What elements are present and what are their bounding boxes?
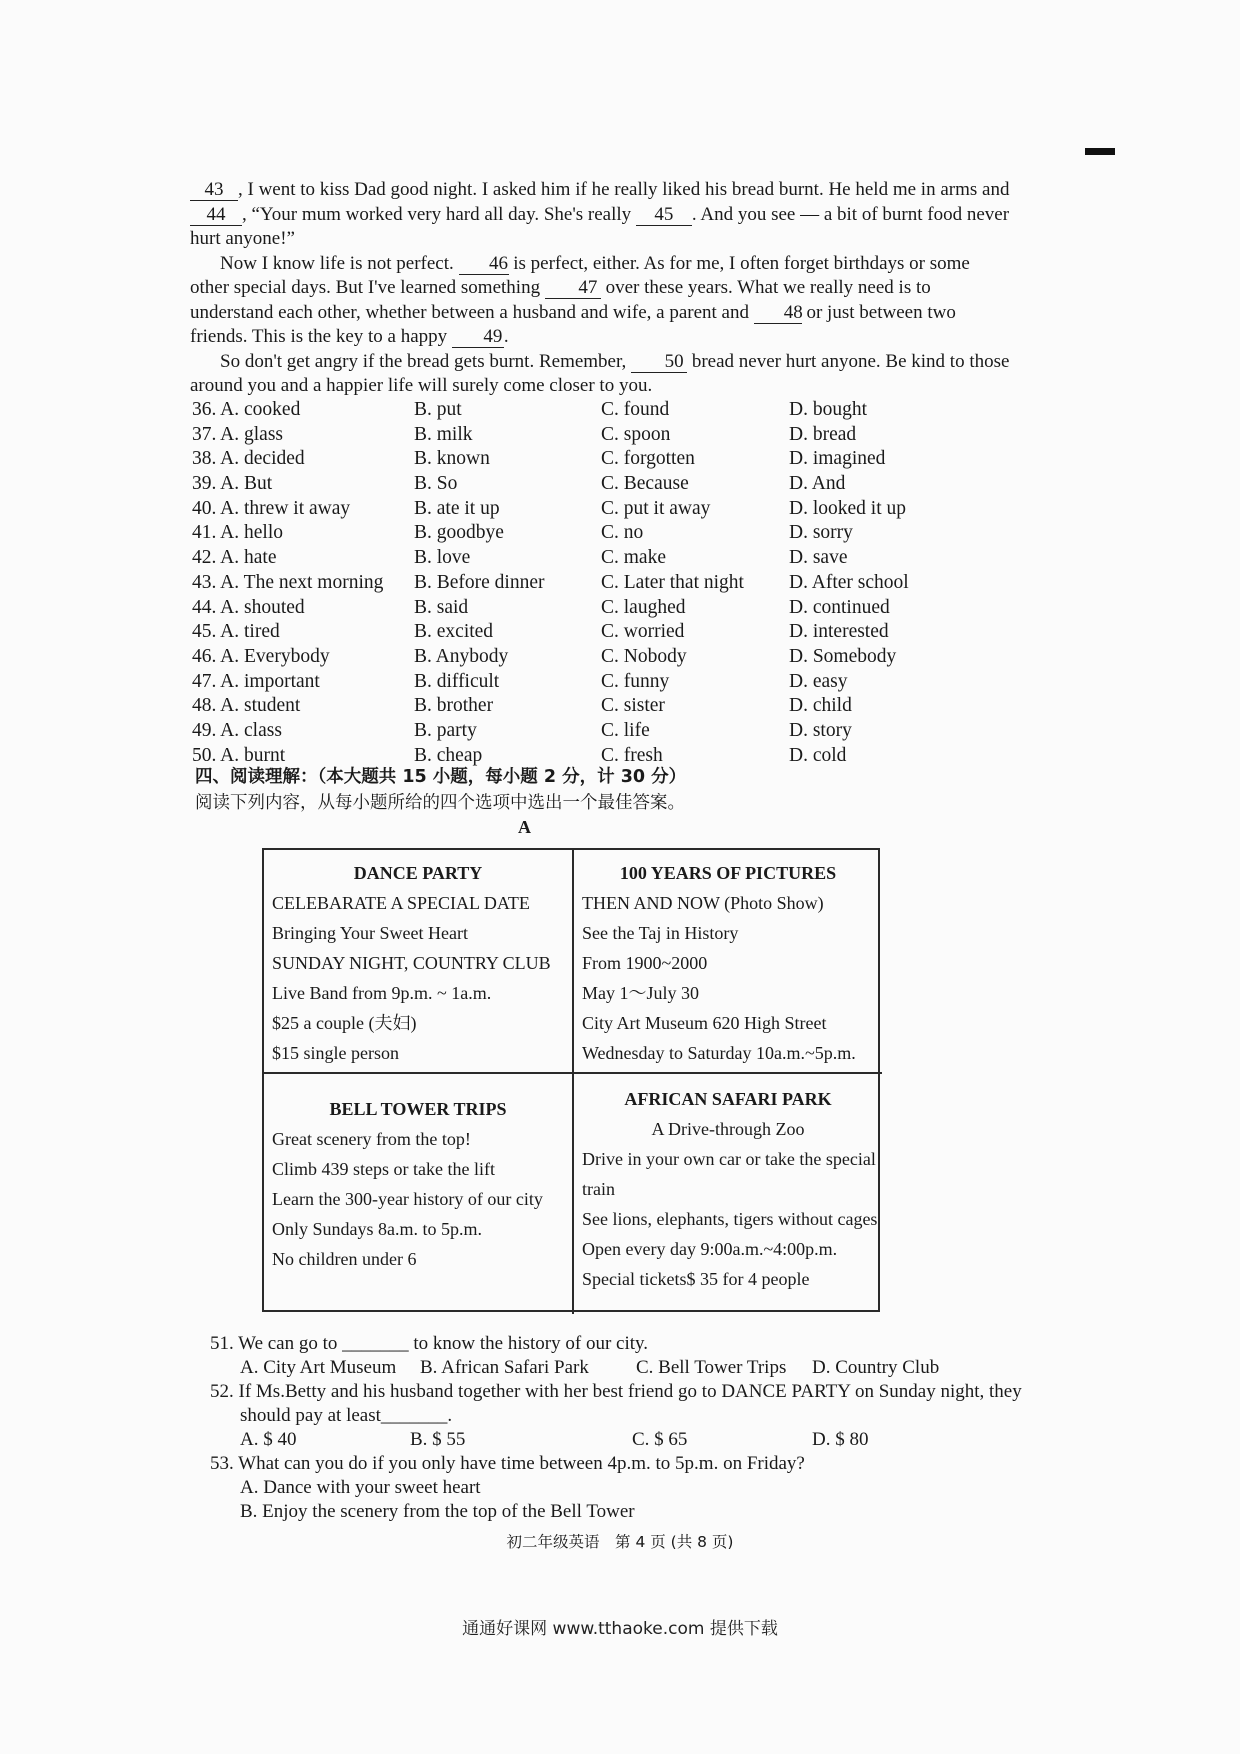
option-a: 36. A. cooked	[192, 399, 301, 420]
option-b: B. ate it up	[414, 497, 500, 519]
option-b: B. So	[414, 473, 458, 495]
reading-section-header	[195, 764, 686, 816]
question-52-continued: should pay at least_______.	[240, 1405, 453, 1426]
option-b: B. love	[414, 547, 471, 569]
blank-48: 48	[754, 302, 802, 324]
option-d: D. child	[789, 695, 852, 717]
blank-47: 47	[545, 277, 601, 299]
ad-line: Special tickets$ 35 for 4 people	[582, 1269, 810, 1289]
option-b: B. difficult	[414, 670, 500, 692]
option-c: C. found	[601, 399, 670, 420]
option-a: A. $ 40	[240, 1429, 297, 1450]
option-d: D. continued	[789, 596, 890, 618]
option-d: D. Country Club	[812, 1357, 940, 1378]
option-row	[192, 596, 952, 621]
page-footer: 初二年级英语 第 4 页 (共 8 页)	[506, 1533, 734, 1551]
option-row	[192, 719, 952, 744]
ad-title: 100 YEARS OF PICTURES	[619, 863, 837, 883]
option-d: D. looked it up	[789, 497, 906, 519]
option-d: D. cold	[789, 744, 847, 766]
option-c: C. forgotten	[601, 448, 695, 470]
reading-questions	[210, 1332, 1022, 1524]
ad-line: No children under 6	[272, 1249, 417, 1269]
page-edge-mark	[1085, 148, 1115, 155]
ad-title: DANCE PARTY	[353, 863, 483, 883]
ad-line: Learn the 300-year history of our city	[272, 1189, 543, 1209]
ad-line: THEN AND NOW (Photo Show)	[582, 893, 824, 913]
option-d: D. After school	[789, 571, 909, 593]
ad-line: May 1～July 30	[582, 983, 699, 1003]
option-a: 38. A. decided	[192, 448, 305, 470]
option-b: B. party	[414, 719, 477, 741]
option-row	[192, 620, 952, 645]
option-c: C. put it away	[601, 497, 711, 519]
option-c: C. laughed	[601, 596, 686, 618]
option-a: 43. A. The next morning	[192, 571, 384, 593]
option-b: B. put	[414, 399, 462, 420]
passage-paragraph-3: So don't get angry if the bread gets burnt. Remember, 50 bread never hurt anyone. Be kind to those around you and a happier life will surely come closer to you.	[190, 350, 1010, 396]
ad-line: Live Band from 9p.m. ~ 1a.m.	[272, 983, 492, 1003]
ad-line: Open every day 9:00a.m.~4:00p.m.	[582, 1239, 838, 1259]
option-b: B. $ 55	[410, 1429, 466, 1450]
option-c: C. funny	[601, 670, 670, 692]
option-a: A. Dance with your sweet heart	[240, 1477, 481, 1498]
option-a: 44. A. shouted	[192, 596, 305, 618]
option-a: 39. A. But	[192, 473, 273, 495]
option-b: B. milk	[414, 423, 473, 445]
section-title: 四、阅读理解：（本大题共 15 小题，每小题 2 分，计 30 分）	[195, 767, 687, 787]
option-a: 48. A. student	[192, 695, 301, 717]
passage-letter: A	[518, 817, 531, 837]
option-c: C. spoon	[601, 423, 671, 445]
option-c: C. worried	[601, 621, 685, 643]
option-row	[192, 645, 952, 670]
option-a: 42. A. hate	[192, 547, 277, 569]
option-b: B. known	[414, 448, 490, 470]
option-d: D. sorry	[789, 522, 853, 544]
ad-dance-party	[264, 850, 574, 1074]
ad-line: From 1900~2000	[582, 953, 708, 973]
option-d: D. interested	[789, 621, 889, 643]
ad-pictures	[574, 850, 882, 1074]
ad-line: Bringing Your Sweet Heart	[272, 923, 468, 943]
option-d: D. imagined	[789, 448, 886, 470]
blank-43: 43	[190, 179, 238, 201]
option-c: C. $ 65	[632, 1429, 688, 1450]
question-52: 52. If Ms.Betty and his husband together with her best friend go to DANCE PARTY on Sunday night, they	[210, 1381, 1022, 1402]
option-c: C. no	[601, 522, 644, 544]
blank-49: 49	[452, 326, 504, 348]
option-d: D. save	[789, 547, 848, 569]
option-row	[192, 571, 952, 596]
option-d: D. bought	[789, 399, 867, 420]
ad-line: $25 a couple (夫妇)	[272, 1013, 417, 1033]
source-watermark: 通通好课网 www.tthaoke.com 提供下载	[462, 1619, 778, 1639]
option-c: C. make	[601, 547, 666, 569]
ad-title: BELL TOWER TRIPS	[329, 1099, 507, 1119]
blank-45: 45	[636, 204, 692, 226]
ad-line: Wednesday to Saturday 10a.m.~5p.m.	[582, 1043, 856, 1063]
ad-line: City Art Museum 620 High Street	[582, 1013, 827, 1033]
option-a: 46. A. Everybody	[192, 645, 330, 667]
option-d: D. Somebody	[789, 645, 897, 667]
option-d: D. bread	[789, 423, 857, 445]
ad-line: train	[582, 1179, 615, 1199]
option-d: D. easy	[789, 670, 848, 692]
blank-50: 50	[631, 351, 687, 373]
option-b: B. brother	[414, 695, 494, 717]
option-row	[192, 398, 952, 423]
ad-line: See lions, elephants, tigers without cages	[582, 1209, 878, 1229]
ad-bell-tower	[264, 1074, 574, 1314]
option-row	[192, 694, 952, 719]
option-c: C. Because	[601, 473, 689, 495]
ad-line: Drive in your own car or take the special	[582, 1149, 876, 1169]
question-51-options	[210, 1356, 1010, 1380]
option-c: C. fresh	[601, 744, 663, 766]
blank-44: 44	[190, 204, 242, 226]
question-51: 51. We can go to _______ to know the history of our city.	[210, 1333, 649, 1354]
option-b: B. cheap	[414, 744, 483, 766]
option-c: C. Bell Tower Trips	[636, 1357, 787, 1378]
ads-table	[262, 848, 880, 1312]
option-b: B. goodbye	[414, 522, 504, 544]
option-a: A. City Art Museum	[240, 1357, 397, 1378]
question-52-options	[210, 1428, 1010, 1452]
option-row	[192, 472, 952, 497]
passage-paragraph-2: Now I know life is not perfect. 46 is perfect, either. As for me, I often forget birthdays or some other special days. But I've learned something 47 over these years. What we really need is to understand each other, whether between a husband and wife, a parent and 48 or just between two friends. This is the key to a happy 49.	[190, 252, 970, 347]
option-a: 49. A. class	[192, 719, 282, 741]
ad-line: Only Sundays 8a.m. to 5p.m.	[272, 1219, 482, 1239]
option-d: D. And	[789, 473, 846, 495]
option-row	[192, 670, 952, 695]
option-row	[192, 497, 952, 522]
option-d: D. $ 80	[812, 1429, 869, 1450]
option-b: B. Anybody	[414, 645, 509, 667]
option-b: B. said	[414, 596, 469, 618]
cloze-options	[192, 398, 952, 768]
passage-paragraph-1: 43 , I went to kiss Dad good night. I asked him if he really liked his bread burnt. He held me in arms and 44 , “Your mum worked very hard all day. She's really 45 . And you see — a bit of burnt food never hurt anyone!”	[190, 179, 1010, 249]
option-c: C. sister	[601, 695, 665, 717]
option-c: C. life	[601, 719, 650, 741]
option-a: 40. A. threw it away	[192, 497, 351, 519]
option-a: 50. A. burnt	[192, 744, 286, 766]
section-instruction: 阅读下列内容，从每小题所给的四个选项中选出一个最佳答案。	[195, 793, 685, 813]
ad-title: AFRICAN SAFARI PARK	[624, 1089, 832, 1109]
option-b: B. Before dinner	[414, 571, 545, 593]
question-53: 53. What can you do if you only have time between 4p.m. to 5p.m. on Friday?	[210, 1453, 805, 1474]
option-b: B. African Safari Park	[420, 1357, 589, 1378]
ad-line: Great scenery from the top!	[272, 1129, 471, 1149]
option-d: D. story	[789, 719, 852, 741]
ad-line: See the Taj in History	[582, 923, 739, 943]
ad-line: Climb 439 steps or take the lift	[272, 1159, 495, 1179]
ad-line: $15 single person	[272, 1043, 399, 1063]
blank-46: 46	[459, 253, 509, 275]
option-a: 37. A. glass	[192, 423, 284, 445]
option-row	[192, 447, 952, 472]
option-c: C. Later that night	[601, 571, 744, 593]
option-a: 41. A. hello	[192, 522, 283, 544]
ad-line: SUNDAY NIGHT, COUNTRY CLUB	[272, 953, 551, 973]
option-row	[192, 521, 952, 546]
ad-line: CELEBARATE A SPECIAL DATE	[272, 893, 530, 913]
cloze-passage	[190, 178, 1010, 399]
ad-subtitle: A Drive-through Zoo	[651, 1119, 805, 1139]
option-c: C. Nobody	[601, 645, 687, 667]
ad-safari-park	[574, 1074, 882, 1314]
option-b: B. Enjoy the scenery from the top of the Bell Tower	[240, 1501, 635, 1522]
option-a: 45. A. tired	[192, 621, 280, 643]
option-b: B. excited	[414, 621, 494, 643]
option-a: 47. A. important	[192, 670, 320, 692]
option-row	[192, 546, 952, 571]
option-row	[192, 423, 952, 448]
